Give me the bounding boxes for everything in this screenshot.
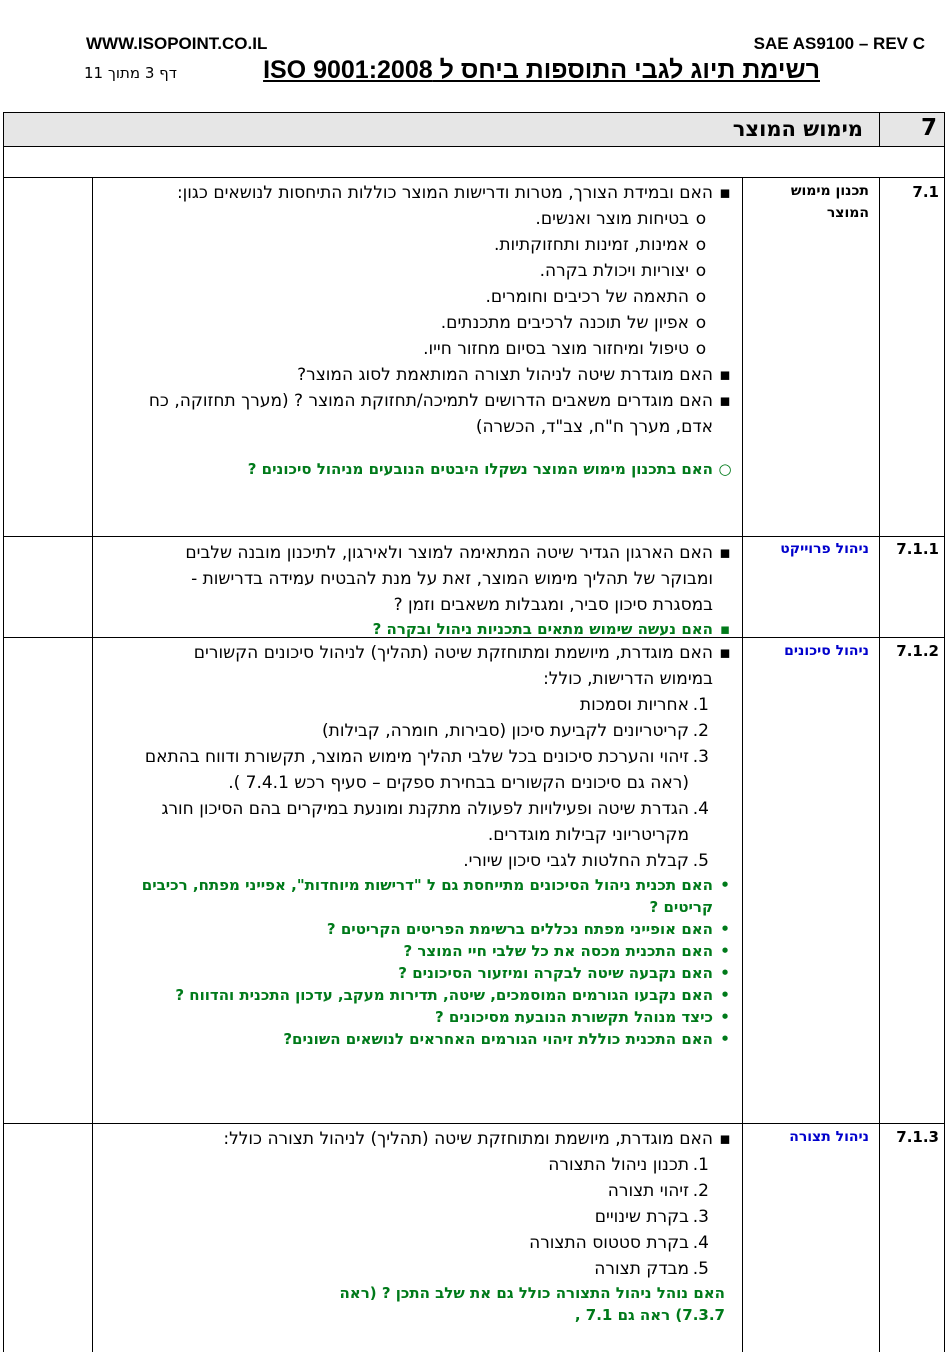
row-content — [135, 180, 735, 480]
square-bullet-icon: ▪ — [719, 391, 731, 411]
dot-bullet-icon: • — [720, 1008, 730, 1026]
table-border — [3, 112, 945, 113]
list-item: • האם אופייני מפתח נכללים ברשימת הפריטים הקריטים ? — [135, 918, 735, 940]
list-item: o יצוריות ויכולת בקרה. — [135, 258, 735, 284]
circle-bullet-icon: o — [695, 261, 707, 281]
list-item: 3. זיהוי והערכת סיכונים בכל שלבי תהליך מימוש המוצר, תקשורת ודווח בהתאם (ראה גם סיכונים הקשורים בבחירת ספקים – סעיף רכש 7.4.1 ). — [144, 747, 709, 793]
row-topic: ניהול סיכונים — [784, 643, 869, 659]
circle-bullet-icon: o — [695, 313, 707, 333]
row-topic: תכנון מימוש המוצר — [790, 183, 869, 221]
website-url: WWW.ISOPOINT.CO.IL — [86, 34, 268, 53]
list-item: 2. קריטריונים לקביעת סיכון (סבירות, חומרה, קבילות) — [322, 721, 709, 741]
table-border — [3, 177, 945, 178]
row-content — [135, 1126, 735, 1326]
ring-bullet-icon: ○ — [718, 460, 732, 478]
list-item: 2. זיהוי תצורה — [607, 1181, 709, 1201]
list-item: • האם נקבעו הגורמים המוסמכים, שיטה, תדירות מעקב, עדכון התכנית והדווח ? — [135, 984, 735, 1006]
circle-bullet-icon: o — [695, 235, 707, 255]
dot-bullet-icon: • — [720, 986, 730, 1004]
list-item: 4. בקרת סטטוס התצורה — [529, 1233, 709, 1253]
square-bullet-icon: ▪ — [719, 365, 731, 385]
circle-bullet-icon: o — [695, 287, 707, 307]
column-divider — [742, 177, 743, 1352]
column-divider — [879, 177, 880, 1352]
standard-revision: SAE AS9100 – REV C — [753, 34, 925, 53]
square-bullet-icon: ▪ — [719, 620, 731, 638]
dot-bullet-icon: • — [720, 1030, 730, 1048]
section-number: 7 — [920, 115, 937, 141]
circle-bullet-icon: o — [695, 209, 707, 229]
list-item: • האם תכנית ניהול הסיכונים מתייחסת גם ל "דרישות מיוחדות", אפייני מפתח, רכיבים קריטים ? — [135, 874, 735, 918]
row-number: 7.1.1 — [896, 540, 939, 558]
square-bullet-icon: ▪ — [719, 543, 731, 563]
row-topic: ניהול תצורה — [789, 1129, 869, 1145]
row-number: 7.1.2 — [896, 642, 939, 660]
document-title: רשימת תיוג לגבי התוספות ביחס ל ISO 9001:2008 — [263, 56, 820, 84]
row-content — [135, 640, 735, 1050]
table-border — [3, 112, 4, 1352]
list-item: ▪ האם מוגדרים משאבים הדרושים לתמיכה/תחזוקת המוצר ? (מערך תחזוקה, כח אדם, מערך ח"ח, צב"ד, הכשרה) — [135, 388, 735, 440]
dot-bullet-icon: • — [720, 920, 730, 938]
page-number: דף 3 מתוך 11 — [84, 64, 177, 82]
list-item: o אמינות, זמינות ותחזוקתיות. — [135, 232, 735, 258]
row-number: 7.1 — [912, 183, 939, 201]
list-item: • כיצד מנוהל תקשורת הנובעת מסיכונים ? — [135, 1006, 735, 1028]
list-item: ▪ האם מוגדרת, מיושמת ומתוחזקת שיטה (תהליך) לניהול תצורה כולל: — [135, 1126, 735, 1152]
list-item: ▪ האם נעשה שימוש מתאים בתכניות ניהול ובקרה ? — [135, 618, 735, 640]
row-content — [135, 540, 735, 640]
list-item: • האם התכנית כוללת זיהוי הגורמים האחראים לנושאים השונים? — [135, 1028, 735, 1050]
dot-bullet-icon: • — [720, 964, 730, 982]
list-item: ▪ האם מוגדרת שיטה לניהול תצורה המותאמת לסוג המוצר? — [135, 362, 735, 388]
list-item: o בטיחות מוצר ואנשים. — [135, 206, 735, 232]
dot-bullet-icon: • — [720, 876, 730, 894]
table-border — [3, 536, 945, 537]
list-item: 5. קבלת החלטות לגבי סיכון שיורי. — [463, 851, 709, 871]
section-title: מימוש המוצר — [732, 117, 863, 141]
row-topic: ניהול פרוייקט — [780, 541, 869, 557]
column-divider — [92, 177, 93, 1352]
dot-bullet-icon: • — [720, 942, 730, 960]
list-item: ○ האם בתכנון מימוש המוצר נשקלו היבטים הנובעים מניהול סיכונים ? — [247, 460, 732, 478]
list-item: 1. תכנון ניהול התצורה — [548, 1155, 709, 1175]
list-item: ▪ האם מוגדרת, מיושמת ומתוחזקת שיטה (תהליך) לניהול סיכונים הקשורים במימוש הדרישות, כולל: — [135, 640, 735, 692]
circle-bullet-icon: o — [695, 339, 707, 359]
square-bullet-icon: ▪ — [719, 643, 731, 663]
list-item: • האם נקבעה שיטה לבקרה ומיזעור הסיכונים ? — [135, 962, 735, 984]
list-item: o אפיון של תוכנה לרכיבים מתכנתים. — [135, 310, 735, 336]
row-number: 7.1.3 — [896, 1128, 939, 1146]
list-item: 5. מבדק תצורה — [594, 1259, 709, 1279]
square-bullet-icon: ▪ — [719, 183, 731, 203]
square-bullet-icon: ▪ — [719, 1129, 731, 1149]
table-border — [3, 1123, 945, 1124]
list-item: 3. בקרת שינויים — [594, 1207, 709, 1227]
list-item: o טיפול ומיחזור מוצר בסיום מחזור חייו. — [135, 336, 735, 362]
table-border — [879, 112, 880, 146]
list-item: • האם התכנית מכסה את כל שלבי חיי המוצר ? — [135, 940, 735, 962]
note-text: האם נוהל ניהול התצורה כולל גם את שלב התכן ? (ראה 7.3.7) ראה גם 7.1 , — [339, 1284, 725, 1324]
table-border — [3, 146, 945, 147]
list-item: ▪ האם ובמידת הצורך, מטרות ודרישות המוצר כוללות התיחסות לנושאים כגון: — [135, 180, 735, 206]
list-item: 1. אחריות וסמכות — [579, 695, 709, 715]
list-item: 4. הגדרת שיטה ופעילויות לפעולה מתקנת ומונעת במיקרים בהם הסיכון חורג מקריטריוני קבילות מוגדרים. — [161, 799, 709, 845]
list-item: o התאמה של רכיבים וחומרים. — [135, 284, 735, 310]
list-item: ▪ האם הארגון הגדיר שיטה המתאימה למוצר ולאירגון, לתיכנון מובנה שלבים ומבוקר של תהליך מימוש המוצר, זאת על מנת להבטיח עמידה בדרישות - במסגרת סיכון סביר, ומגבלות משאבים וזמן ? — [135, 540, 735, 618]
